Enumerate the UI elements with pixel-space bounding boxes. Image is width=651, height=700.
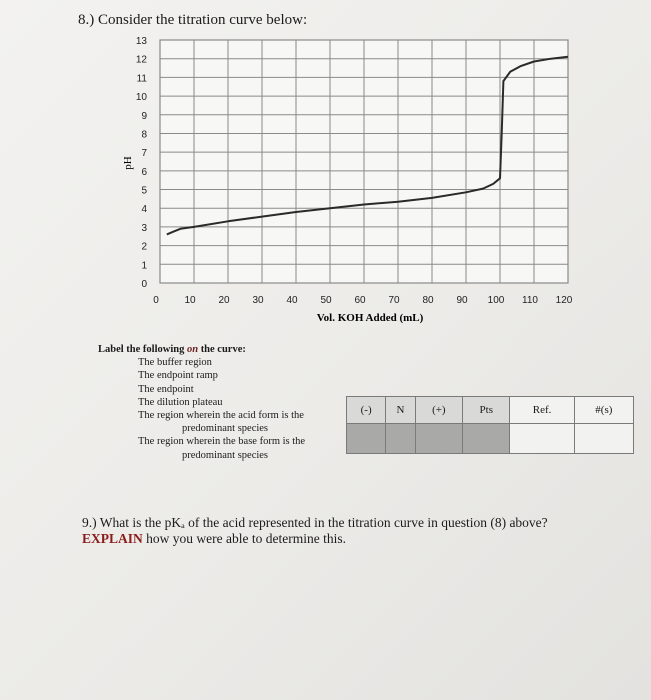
x-tick-label: 80 [422,295,434,306]
y-tick-label: 13 [135,36,147,47]
instruction-buffer-region: The buffer region [138,357,212,369]
y-tick-label: 3 [141,222,147,234]
instruction-acid-form-line1: The region wherein the acid form is the [138,410,304,422]
x-tick-label: 0 [153,295,159,306]
instructions-heading-emphasis: on [186,344,199,355]
question-9-line1: 9.) What is the pKₐ of the acid represented in the titration curve in question (8) above? [82,515,548,530]
instruction-base-form-line2: predominant species [182,449,269,461]
scoring-header-pts: Pts [463,397,510,424]
x-tick-label: 10 [184,295,196,306]
question-9-explain-word: EXPLAIN [82,531,143,546]
x-tick-label: 60 [354,295,366,306]
scoring-cell-minus [347,424,386,454]
x-axis-label: Vol. KOH Added (mL) [316,312,424,324]
question-9 [82,515,622,547]
y-tick-label: 9 [141,110,147,122]
y-tick-label: 12 [135,54,147,66]
scoring-header-n: N [386,397,415,424]
instructions-heading [98,343,348,356]
y-tick-label: 7 [141,148,147,160]
y-tick-label: 2 [141,241,147,253]
y-tick-label: 0 [141,279,147,290]
scoring-cell-plus [415,424,463,454]
question-8-heading: 8.) Consider the titration curve below: [78,12,308,28]
instruction-acid-form-line2: predominant species [182,423,269,435]
scoring-header-ref: Ref. [510,397,574,424]
instruction-endpoint-ramp: The endpoint ramp [138,370,218,382]
scoring-cell-n [386,424,415,454]
x-tick-label: 30 [252,295,264,306]
y-tick-label: 8 [141,129,147,141]
y-tick-label: 10 [135,92,147,104]
scoring-cell-count[interactable] [574,424,633,454]
scoring-value-row [347,424,634,454]
instructions-heading-post: the curve: [198,344,246,355]
x-tick-label: 120 [555,295,573,306]
x-tick-label: 40 [286,295,298,306]
scoring-header-row [347,397,634,424]
scoring-header-plus: (+) [415,397,463,424]
y-tick-label: 5 [141,185,147,197]
x-tick-label: 90 [456,295,468,306]
scoring-header-minus: (-) [347,397,386,424]
instruction-acid-form-region [138,409,348,435]
instruction-base-form-region [138,435,348,461]
y-tick-label: 4 [141,204,147,216]
question-9-line2 [82,531,622,547]
x-tick-label: 110 [522,295,538,306]
x-tick-label: 100 [487,295,505,306]
scoring-table [346,396,634,454]
instruction-dilution-plateau: The dilution plateau [138,396,223,408]
x-tick-label: 70 [388,295,400,306]
scoring-header-count: #(s) [574,397,633,424]
x-tick-label: 50 [320,295,332,306]
instructions-heading-pre: Label the following [98,344,187,355]
scoring-cell-pts [463,424,510,454]
scoring-cell-ref[interactable] [510,424,574,454]
instruction-endpoint: The endpoint [138,383,194,395]
labeling-instructions [98,343,348,462]
x-tick-label: 20 [218,295,230,306]
y-tick-label: 11 [136,73,147,85]
question-9-line2-rest: how you were able to determine this. [142,531,346,546]
y-tick-label: 1 [141,260,147,272]
instruction-base-form-line1: The region wherein the base form is the [138,436,306,448]
y-tick-label: 6 [141,166,147,178]
y-axis-label: pH [122,156,134,170]
